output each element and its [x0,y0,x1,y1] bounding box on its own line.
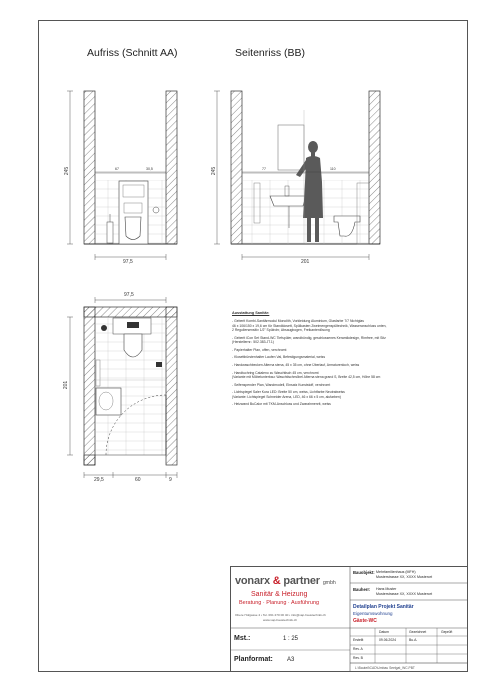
front-left-wall [84,91,95,244]
note-line: - Handwaschbecken Alterna stena, 45 x 35 cm, ohne Überlauf, Armaturenloch, weiss [232,363,360,367]
company-web: www.vap-haustechnik.ch [263,618,298,622]
note-line: 46 x 106/150 x 19,6 cm für Standklosett, Spülkasten Zweimengenspültechnik, Wasseranschluss unten, [232,323,387,328]
side-height-dim: 245 [211,166,218,176]
note-line: - Geberit iCon Set Stand-WC Tiefspüler, wandbündig, geschlossenes Keramikdesign, Rimfree, mit Sitz [232,335,386,340]
note-line: (Variante: Lichtspiegel Schneider Arena, LED, 46 x 66 x 5 cm, alufarben) [232,394,341,399]
company-sub: Sanitär & Heizung [251,591,308,598]
side-elevation [214,91,380,260]
logo-part: vonarx [235,575,270,587]
plan-room: Gäste-WC [353,618,377,624]
plan-right-wall [166,307,177,465]
front-toilet [125,217,141,240]
note-line: - Papierhalter Plan, offen, verchromt [232,347,287,352]
front-dim-30: 30,5 [146,167,153,171]
bauobjekt-value-2: Musterstrasse XX, XXXX Musterort [376,575,433,579]
note-item [232,363,450,367]
note-line: - Klosettbürstenhalter Laufen Val, Befestigungsmaterial, weiss [232,355,326,360]
file-path: L:\Bauteil\CAD\Umbau Seelgat_WC.PBT [355,666,415,670]
bauherr-value-1: Hans Muster [376,587,397,591]
scale-value: 1 : 25 [283,636,299,642]
plan-bottom-dim-2: 60 [135,477,141,483]
floor-plan [67,297,177,478]
format-value: A3 [287,657,295,663]
logo-suffix: gmbh [322,580,336,586]
side-dim-77: 77 [262,167,266,171]
plan-paper-holder [156,362,162,367]
front-view-title: Aufriss (Schnitt AA) [87,47,178,59]
note-item [232,390,450,399]
bauherr-label: Bauherr: [353,587,371,592]
format-label: Planformat: [234,656,273,663]
note-line: (Variante mit Möbelunterbau: Waschtischmöbel Alterna stena grand S, Breite 42,5 cm, Höhe 58 cm [232,375,381,379]
side-view-title: Seitenriss (BB) [235,47,306,59]
bauobjekt-value-1: Mehrfamilienhaus (MFH) [376,570,416,574]
company-contact: Obere Hofgasse 4 • Tel. 061 270 00 40 • info@vap-haustechnik.ch [235,613,326,617]
note-line: - Lichtspiegel Saler Kura LED: Breite 50 cm, weiss, Lichtfarbe Neutralweiss [232,390,345,395]
note-line: (Herstellernr.: 502.383.JT.1) [232,340,274,345]
front-brush-holder [107,222,113,243]
plan-radiator [96,360,100,386]
plan-toilet [124,334,142,357]
note-item [232,319,450,332]
plan-top-dim: 97,5 [124,292,134,298]
bauobjekt-label: Bauobjekt: [353,570,375,575]
side-left-wall [231,91,242,244]
side-basin [270,196,306,206]
company-tagline: Beratung · Planung · Ausführung [239,600,320,606]
note-item [232,371,450,380]
side-width-dim: 201 [301,259,310,265]
col-gezeichnet: Gezeichnet [409,630,427,634]
note-line: - Geberit Kombi-Sanitärmodul Monolith, Vorkleidung Aluminium, Glasfarbe 7/7 Nichtglas [232,319,364,324]
note-item [232,355,450,359]
front-elevation [67,91,177,260]
plan-title: Detailplan Projekt Sanitär [353,604,414,610]
logo-amp: & [272,575,281,587]
plan-basin [96,388,121,415]
note-item [232,402,450,406]
note-line: - Handtuchring Cataleno zu Waschtisch 45 cm, verchromt [232,370,319,375]
note-line: - Heizwand BuCalor mit TKM-Anschluss und Zwarahmenrit, weiss [232,402,331,407]
front-width-dim: 97,5 [123,259,133,265]
plan-flush-module [127,322,139,328]
scale-label: Mst.: [234,635,251,642]
side-dim-110: 110 [330,167,336,171]
date-value: 09.06.2024 [379,638,396,642]
notes-title: Ausstattung Sanitär: [232,311,270,315]
front-height-dim: 245 [64,166,71,176]
note-item [232,348,450,352]
bauherr-value-2: Musterstrasse XX, XXXX Musterort [376,592,433,596]
plan-top-wall [84,307,177,317]
note-line: - Seifenspender Plan, Wandmodell, Einsatz Kunststoff, verchromt [232,382,331,387]
rev-b: Rev. B [353,656,363,660]
plan-bottom-dim-1: 29,5 [94,477,104,483]
plan-bottom-dim-3: 9 [169,477,172,483]
logo-part: partner [283,575,320,587]
drawn-value: Bu.A. [409,638,418,642]
col-datum: Datum [379,630,389,634]
plan-left-wall [84,307,95,465]
note-item [232,383,450,387]
plan-side-dim: 201 [63,380,70,390]
col-geprueft: Geprüft [441,630,453,634]
front-dim-67: 67 [115,167,119,171]
side-mirror [278,125,304,170]
note-line: 2 Reguliersensitiv 1/2" Spülrohr, Absaugbogen, Freikantenlösung [232,328,330,333]
side-right-wall [369,91,380,244]
equipment-notes [232,311,450,410]
plan-brush-holder [101,325,107,331]
company-logo [235,575,336,587]
front-right-wall [166,91,177,244]
note-item [232,336,450,345]
rev-a: Rev. A [353,647,363,651]
title-block [230,566,468,672]
plan-subtitle: Eigentumswohnung [353,611,393,616]
row-erstellt: Erstellt [353,638,364,642]
